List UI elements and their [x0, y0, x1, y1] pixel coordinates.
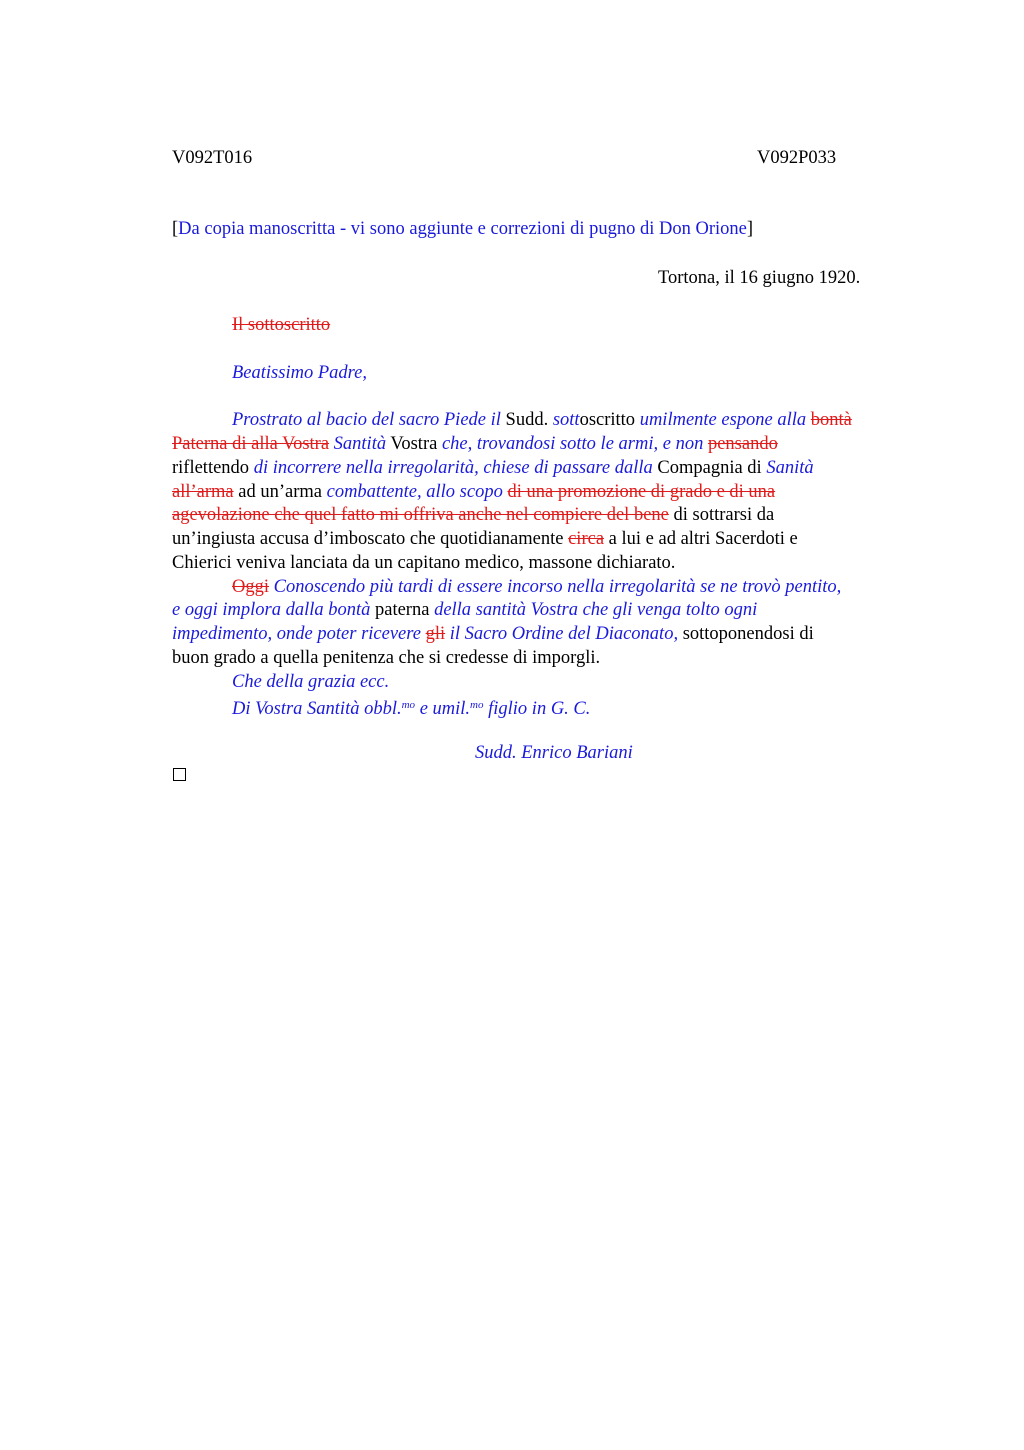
- superscript: mo: [401, 699, 416, 711]
- added-text: della santità Vostra che gli venga tolto ogni: [434, 600, 758, 620]
- source-note-close-bracket: ]: [746, 219, 754, 239]
- added-text: sott: [552, 410, 580, 430]
- original-text: oscritto: [579, 410, 640, 430]
- body-line-6: [172, 527, 798, 551]
- source-note-text: Da copia manoscritta - vi sono aggiunte e correzioni di pugno di Don Orione: [178, 219, 747, 239]
- original-text: Sudd.: [500, 410, 553, 430]
- deleted-text: Il sottoscritto: [232, 315, 331, 335]
- deleted-text: all’arma: [172, 482, 234, 502]
- para2-line-1: [232, 575, 841, 599]
- para2-line-2: [172, 598, 757, 622]
- added-text: combattente, allo scopo: [326, 482, 503, 502]
- deleted-text: agevolazione che quel fatto mi offriva anche nel compiere del bene: [172, 505, 669, 525]
- closing-line-1: Che della grazia ecc.: [232, 672, 390, 692]
- added-text: Sanità: [766, 458, 814, 478]
- deleted-text: bontà: [810, 410, 852, 430]
- deleted-text: pensando: [707, 434, 778, 454]
- body-line-4: [172, 480, 775, 504]
- deleted-text: Paterna di alla Vostra: [172, 434, 330, 454]
- body-line-5: [172, 503, 774, 527]
- original-text: un’ingiusta accusa d’imboscato che quotidianamente: [172, 529, 569, 549]
- struck-opening: [232, 313, 330, 337]
- added-text: umilmente espone alla: [639, 410, 807, 430]
- added-text: e oggi implora dalla bontà: [172, 600, 371, 620]
- added-text: Santità: [333, 434, 387, 454]
- original-text: sottoponendosi di: [678, 624, 814, 644]
- original-text: paterna: [370, 600, 435, 620]
- deleted-text: Oggi: [232, 577, 269, 597]
- original-text: Vostra: [386, 434, 442, 454]
- end-marker-box: [173, 768, 186, 781]
- letter-date: Tortona, il 16 giugno 1920.: [658, 268, 861, 288]
- original-text: a lui e ad altri Sacerdoti e: [604, 529, 798, 549]
- added-text: che, trovandosi sotto le armi, e non: [441, 434, 704, 454]
- added-text: impedimento, onde poter ricevere: [172, 624, 426, 644]
- closing-text: e umil.: [415, 699, 471, 719]
- body-line-3: [172, 456, 814, 480]
- signature: Sudd. Enrico Bariani: [475, 743, 633, 763]
- body-line-1: [232, 408, 852, 432]
- original-text: riflettendo: [172, 458, 254, 478]
- closing-line-2: [232, 693, 590, 721]
- added-text: Prostrato al bacio del sacro Piede il: [232, 410, 501, 430]
- para2-line-3: [172, 622, 814, 646]
- original-text: di sottrarsi da: [668, 505, 775, 525]
- added-text: Conoscendo più tardi di essere incorso nella irregolarità se ne trovò pentito,: [273, 577, 842, 597]
- added-text: il Sacro Ordine del Diaconato,: [449, 624, 679, 644]
- superscript: mo: [470, 699, 484, 711]
- para2-line-4: buon grado a quella penitenza che si credesse di imporgli.: [172, 648, 601, 668]
- document-code-right: V092P033: [757, 148, 837, 168]
- body-line-2: [172, 432, 778, 456]
- document-code-left: V092T016: [172, 148, 253, 168]
- deleted-text: gli: [425, 624, 446, 644]
- source-note-open-bracket: [: [172, 219, 179, 239]
- body-line-7: Chierici veniva lanciata da un capitano medico, massone dichiarato.: [172, 553, 676, 573]
- closing-text: figlio in G. C.: [483, 699, 591, 719]
- closing-text: Di Vostra Santità obbl.: [232, 699, 402, 719]
- added-text: di incorrere nella irregolarità, chiese di passare dalla: [253, 458, 653, 478]
- salutation: Beatissimo Padre,: [232, 363, 367, 383]
- original-text: ad un’arma: [233, 482, 327, 502]
- source-note: [172, 217, 753, 241]
- deleted-text: di una promozione di grado e di una: [507, 482, 776, 502]
- deleted-text: circa: [568, 529, 605, 549]
- original-text: Compagnia di: [652, 458, 767, 478]
